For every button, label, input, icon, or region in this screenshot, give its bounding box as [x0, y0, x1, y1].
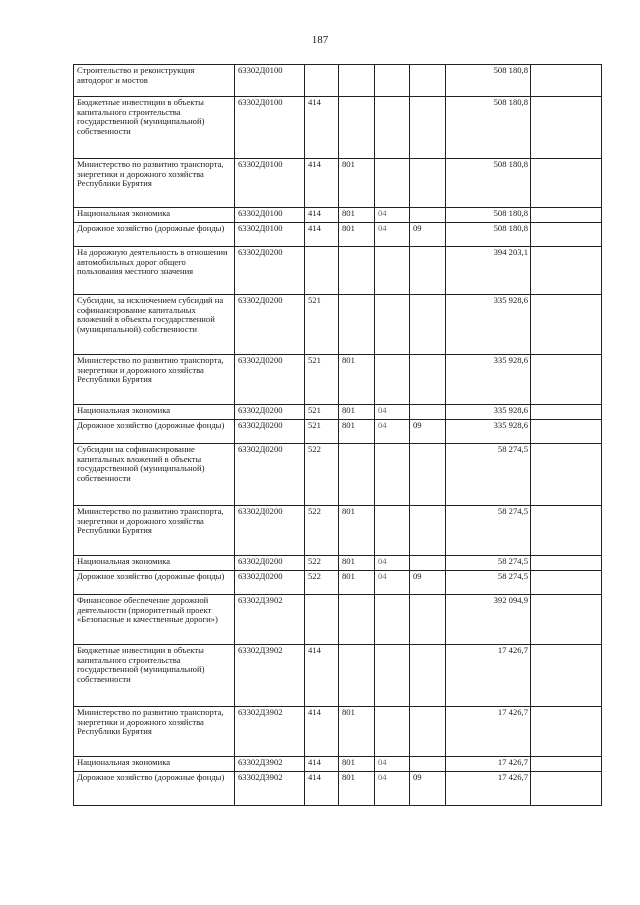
row-expense-type-code: 414 — [305, 97, 339, 159]
row-expense-type-code — [305, 247, 339, 295]
table-row — [74, 65, 602, 97]
row-subsection-code: 09 — [410, 223, 446, 247]
row-empty-cell — [531, 645, 602, 707]
row-target-article-code: 63302Д0200 — [235, 506, 305, 556]
row-administrator-code — [339, 65, 375, 97]
row-amount: 335 928,6 — [446, 420, 531, 444]
row-administrator-code: 801 — [339, 420, 375, 444]
row-name: Субсидии на софинансирование капитальных вложений в объекты государственной (муниципальной) собственности — [74, 444, 235, 506]
row-amount: 335 928,6 — [446, 355, 531, 405]
row-subsection-code — [410, 757, 446, 772]
row-empty-cell — [531, 506, 602, 556]
row-amount: 17 426,7 — [446, 757, 531, 772]
row-section-code — [375, 444, 410, 506]
row-section-code — [375, 65, 410, 97]
table-row — [74, 556, 602, 571]
row-target-article-code: 63302Д3902 — [235, 595, 305, 645]
row-name: Министерство по развитию транспорта, энергетики и дорожного хозяйства Республики Бурятия — [74, 707, 235, 757]
row-name: Национальная экономика — [74, 208, 235, 223]
row-expense-type-code: 414 — [305, 707, 339, 757]
row-name: Дорожное хозяйство (дорожные фонды) — [74, 772, 235, 806]
table-row — [74, 571, 602, 595]
table-row — [74, 208, 602, 223]
row-name: Министерство по развитию транспорта, энергетики и дорожного хозяйства Республики Бурятия — [74, 506, 235, 556]
row-expense-type-code: 414 — [305, 772, 339, 806]
row-expense-type-code: 414 — [305, 159, 339, 208]
row-administrator-code — [339, 595, 375, 645]
row-amount: 508 180,8 — [446, 208, 531, 223]
row-section-code — [375, 645, 410, 707]
row-section-code — [375, 97, 410, 159]
row-empty-cell — [531, 571, 602, 595]
row-expense-type-code: 521 — [305, 355, 339, 405]
row-name: Дорожное хозяйство (дорожные фонды) — [74, 571, 235, 595]
table-row — [74, 595, 602, 645]
row-subsection-code — [410, 444, 446, 506]
row-expense-type-code: 521 — [305, 420, 339, 444]
row-subsection-code — [410, 405, 446, 420]
row-target-article-code: 63302Д0100 — [235, 97, 305, 159]
row-subsection-code — [410, 707, 446, 757]
row-expense-type-code — [305, 595, 339, 645]
row-name: Национальная экономика — [74, 757, 235, 772]
row-empty-cell — [531, 444, 602, 506]
row-subsection-code — [410, 355, 446, 405]
row-amount: 508 180,8 — [446, 159, 531, 208]
row-empty-cell — [531, 97, 602, 159]
row-administrator-code: 801 — [339, 506, 375, 556]
row-administrator-code: 801 — [339, 405, 375, 420]
row-target-article-code: 63302Д3902 — [235, 772, 305, 806]
row-expense-type-code: 522 — [305, 556, 339, 571]
row-amount: 17 426,7 — [446, 707, 531, 757]
row-amount: 58 274,5 — [446, 506, 531, 556]
row-expense-type-code: 522 — [305, 506, 339, 556]
table-row — [74, 444, 602, 506]
row-name: Дорожное хозяйство (дорожные фонды) — [74, 420, 235, 444]
row-subsection-code — [410, 208, 446, 223]
row-section-code: 04 — [375, 772, 410, 806]
row-expense-type-code: 414 — [305, 757, 339, 772]
row-empty-cell — [531, 595, 602, 645]
row-section-code: 04 — [375, 757, 410, 772]
row-empty-cell — [531, 295, 602, 355]
row-name: Субсидии, за исключением субсидий на софинансирование капитальных вложений в объекты государственной (муниципальной) собственности — [74, 295, 235, 355]
row-empty-cell — [531, 223, 602, 247]
row-target-article-code: 63302Д3902 — [235, 707, 305, 757]
row-target-article-code: 63302Д0200 — [235, 571, 305, 595]
row-amount: 58 274,5 — [446, 571, 531, 595]
row-amount: 335 928,6 — [446, 295, 531, 355]
row-target-article-code: 63302Д0200 — [235, 444, 305, 506]
row-target-article-code: 63302Д0200 — [235, 556, 305, 571]
row-administrator-code: 801 — [339, 571, 375, 595]
row-expense-type-code: 521 — [305, 405, 339, 420]
row-subsection-code — [410, 159, 446, 208]
table-row — [74, 506, 602, 556]
row-section-code: 04 — [375, 223, 410, 247]
table-row — [74, 707, 602, 757]
row-section-code — [375, 295, 410, 355]
row-amount: 58 274,5 — [446, 444, 531, 506]
row-expense-type-code — [305, 65, 339, 97]
row-amount: 508 180,8 — [446, 223, 531, 247]
row-administrator-code: 801 — [339, 707, 375, 757]
row-empty-cell — [531, 707, 602, 757]
row-expense-type-code: 414 — [305, 208, 339, 223]
table-row — [74, 420, 602, 444]
row-amount: 17 426,7 — [446, 772, 531, 806]
row-target-article-code: 63302Д0200 — [235, 405, 305, 420]
row-target-article-code: 63302Д0200 — [235, 355, 305, 405]
row-amount: 392 094,9 — [446, 595, 531, 645]
row-empty-cell — [531, 247, 602, 295]
row-section-code — [375, 159, 410, 208]
row-subsection-code — [410, 595, 446, 645]
row-administrator-code: 801 — [339, 757, 375, 772]
row-target-article-code: 63302Д3902 — [235, 757, 305, 772]
row-subsection-code — [410, 97, 446, 159]
row-empty-cell — [531, 757, 602, 772]
row-administrator-code: 801 — [339, 223, 375, 247]
row-administrator-code: 801 — [339, 556, 375, 571]
row-section-code: 04 — [375, 556, 410, 571]
row-section-code — [375, 506, 410, 556]
table-row — [74, 247, 602, 295]
row-subsection-code — [410, 247, 446, 295]
row-section-code: 04 — [375, 208, 410, 223]
row-name: Дорожное хозяйство (дорожные фонды) — [74, 223, 235, 247]
page-number: 187 — [311, 34, 329, 46]
row-target-article-code: 63302Д0200 — [235, 295, 305, 355]
row-name: На дорожную деятельность в отношении автомобильных дорог общего пользования местного значения — [74, 247, 235, 295]
row-expense-type-code: 521 — [305, 295, 339, 355]
table-row — [74, 757, 602, 772]
budget-table — [73, 64, 602, 806]
table-row — [74, 772, 602, 806]
row-administrator-code: 801 — [339, 159, 375, 208]
row-empty-cell — [531, 159, 602, 208]
row-amount: 335 928,6 — [446, 405, 531, 420]
row-administrator-code: 801 — [339, 772, 375, 806]
row-section-code — [375, 707, 410, 757]
row-amount: 17 426,7 — [446, 645, 531, 707]
row-target-article-code: 63302Д0100 — [235, 159, 305, 208]
row-target-article-code: 63302Д0100 — [235, 65, 305, 97]
row-section-code — [375, 247, 410, 295]
row-administrator-code: 801 — [339, 208, 375, 223]
row-subsection-code — [410, 65, 446, 97]
row-empty-cell — [531, 556, 602, 571]
row-subsection-code: 09 — [410, 772, 446, 806]
row-section-code — [375, 595, 410, 645]
row-subsection-code — [410, 645, 446, 707]
row-subsection-code: 09 — [410, 420, 446, 444]
row-administrator-code — [339, 645, 375, 707]
row-empty-cell — [531, 420, 602, 444]
row-name: Национальная экономика — [74, 405, 235, 420]
row-target-article-code: 63302Д0100 — [235, 223, 305, 247]
row-subsection-code — [410, 295, 446, 355]
row-subsection-code — [410, 556, 446, 571]
row-name: Бюджетные инвестиции в объекты капитального строительства государственной (муниципальной) собственности — [74, 97, 235, 159]
table-row — [74, 295, 602, 355]
row-name: Финансовое обеспечение дорожной деятельности (приоритетный проект «Безопасные и качественные дороги») — [74, 595, 235, 645]
table-row — [74, 223, 602, 247]
row-expense-type-code: 414 — [305, 645, 339, 707]
table-row — [74, 159, 602, 208]
row-target-article-code: 63302Д0200 — [235, 420, 305, 444]
row-empty-cell — [531, 65, 602, 97]
row-section-code — [375, 355, 410, 405]
row-administrator-code: 801 — [339, 355, 375, 405]
row-administrator-code — [339, 295, 375, 355]
row-subsection-code: 09 — [410, 571, 446, 595]
table-row — [74, 645, 602, 707]
row-section-code: 04 — [375, 571, 410, 595]
row-name: Строительство и реконструкция автодорог и мостов — [74, 65, 235, 97]
row-subsection-code — [410, 506, 446, 556]
row-expense-type-code: 414 — [305, 223, 339, 247]
row-target-article-code: 63302Д0200 — [235, 247, 305, 295]
row-section-code: 04 — [375, 405, 410, 420]
row-name: Национальная экономика — [74, 556, 235, 571]
row-administrator-code — [339, 444, 375, 506]
row-empty-cell — [531, 405, 602, 420]
row-name: Министерство по развитию транспорта, энергетики и дорожного хозяйства Республики Бурятия — [74, 159, 235, 208]
row-empty-cell — [531, 208, 602, 223]
table-row — [74, 405, 602, 420]
row-amount: 508 180,8 — [446, 65, 531, 97]
row-amount: 508 180,8 — [446, 97, 531, 159]
table-row — [74, 355, 602, 405]
row-amount: 58 274,5 — [446, 556, 531, 571]
row-name: Бюджетные инвестиции в объекты капитального строительства государственной (муниципальной) собственности — [74, 645, 235, 707]
row-expense-type-code: 522 — [305, 571, 339, 595]
row-administrator-code — [339, 97, 375, 159]
row-empty-cell — [531, 772, 602, 806]
row-target-article-code: 63302Д3902 — [235, 645, 305, 707]
row-administrator-code — [339, 247, 375, 295]
row-name: Министерство по развитию транспорта, энергетики и дорожного хозяйства Республики Бурятия — [74, 355, 235, 405]
row-empty-cell — [531, 355, 602, 405]
table-row — [74, 97, 602, 159]
row-section-code: 04 — [375, 420, 410, 444]
row-amount: 394 203,1 — [446, 247, 531, 295]
row-target-article-code: 63302Д0100 — [235, 208, 305, 223]
row-expense-type-code: 522 — [305, 444, 339, 506]
